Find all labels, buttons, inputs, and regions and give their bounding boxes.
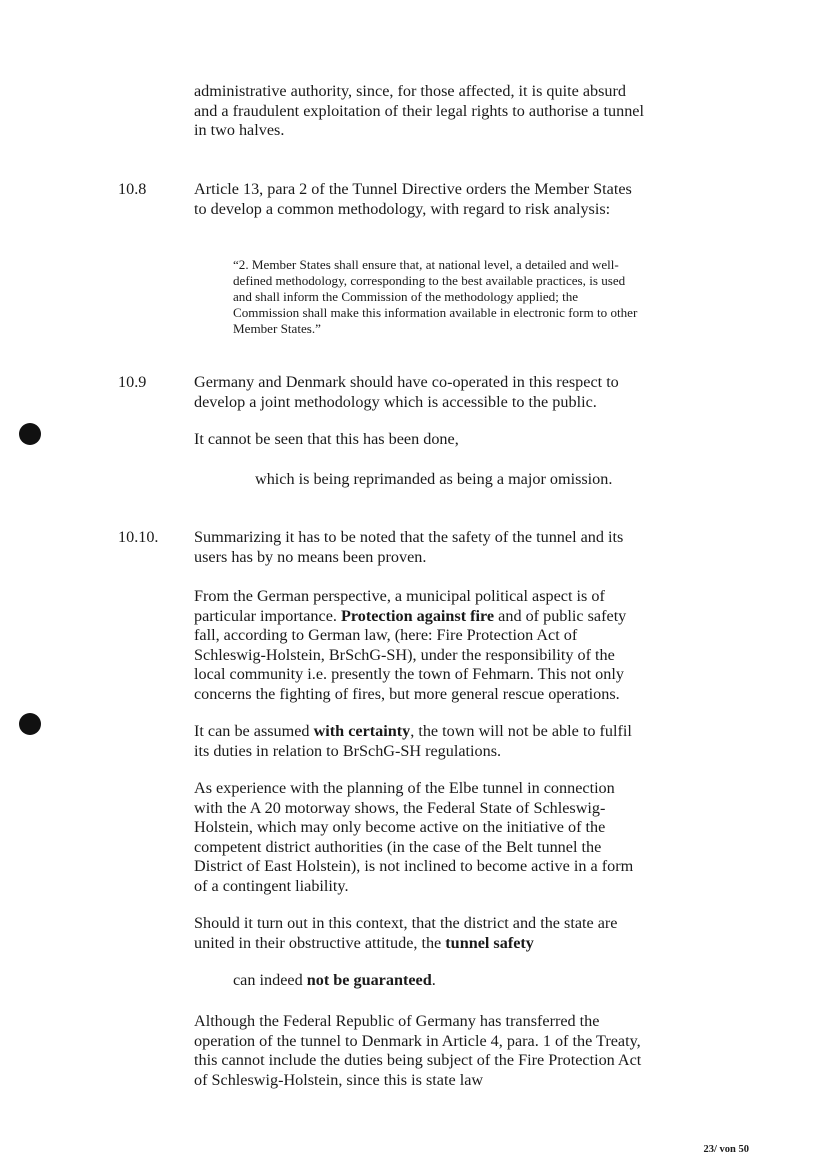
intro-paragraph: administrative authority, since, for those affected, it is quite absurd and a fraudulent exploitation of their legal rights to authorise a tunnel in two halves. xyxy=(194,82,644,140)
section-paragraph: Article 13, para 2 of the Tunnel Directive orders the Member States to develop a common methodology, with regard to risk analysis: xyxy=(194,180,632,218)
section-paragraph: Although the Federal Republic of Germany has transferred the operation of the tunnel to Denmark in Article 4, para. 1 of the Treaty, this cannot include the duties being subject of the Fire Protection Act of Schleswig-Holstein, since this is state law xyxy=(194,1012,642,1089)
section-paragraph: Germany and Denmark should have co-operated in this respect to develop a joint methodology which is accessible to the public. xyxy=(194,373,619,411)
indented-line: which is being reprimanded as being a major omission. xyxy=(255,470,613,488)
bold-emphasis: Protection against fire xyxy=(340,606,495,625)
section-paragraph: Summarizing it has to be noted that the safety of the tunnel and its users has by no means been proven. xyxy=(194,528,624,566)
bold-emphasis: with certainty xyxy=(313,722,411,740)
punch-hole xyxy=(19,423,41,445)
section-number: 10.8 xyxy=(118,180,147,198)
section-paragraph: As experience with the planning of the Elbe tunnel in connection with the A 20 motorway shows, the Federal State of Schleswig-Holstein, which may only become active on the initiative of the competent district authorities (in the case of the Belt tunnel the District of East Holstein), is not inclined to become active in a form of a contingent liability. xyxy=(194,779,634,895)
bold-emphasis: tunnel safety xyxy=(445,933,534,952)
page-number: 23/ von 50 xyxy=(703,1144,749,1155)
indented-line: can indeed not be guaranteed. xyxy=(233,971,436,989)
section-number: 10.9 xyxy=(118,373,147,391)
block-quote: “2. Member States shall ensure that, at national level, a detailed and well-defined methodology, corresponding to the best available practices, is used and shall inform the Commission of the methodology applied; the Commission shall make this information available in electronic form to other Member States.” xyxy=(233,257,638,336)
section-number: 10.10. xyxy=(118,528,159,546)
section-paragraph: Should it turn out in this context, that the district and the state are united in their obstructive attitude, the tunnel safety xyxy=(194,914,618,952)
punch-hole xyxy=(19,713,41,735)
section-paragraph: From the German perspective, a municipal political aspect is of particular importance. Protection against fire and of public safety fall, according to German law, (here: Fire Protection Act of Schleswig-Holstein, BrSchG-SH), under the responsibility of the local community i.e. presently the town of Fehmarn. This not only concerns the fighting of fires, but more general rescue operations. xyxy=(194,587,627,703)
section-paragraph: It can be assumed with certainty, the town will not be able to fulfil its duties in relation to BrSchG-SH regulations. xyxy=(194,722,632,760)
bold-emphasis: not be guaranteed xyxy=(306,971,432,989)
section-paragraph: It cannot be seen that this has been done, xyxy=(194,430,459,448)
